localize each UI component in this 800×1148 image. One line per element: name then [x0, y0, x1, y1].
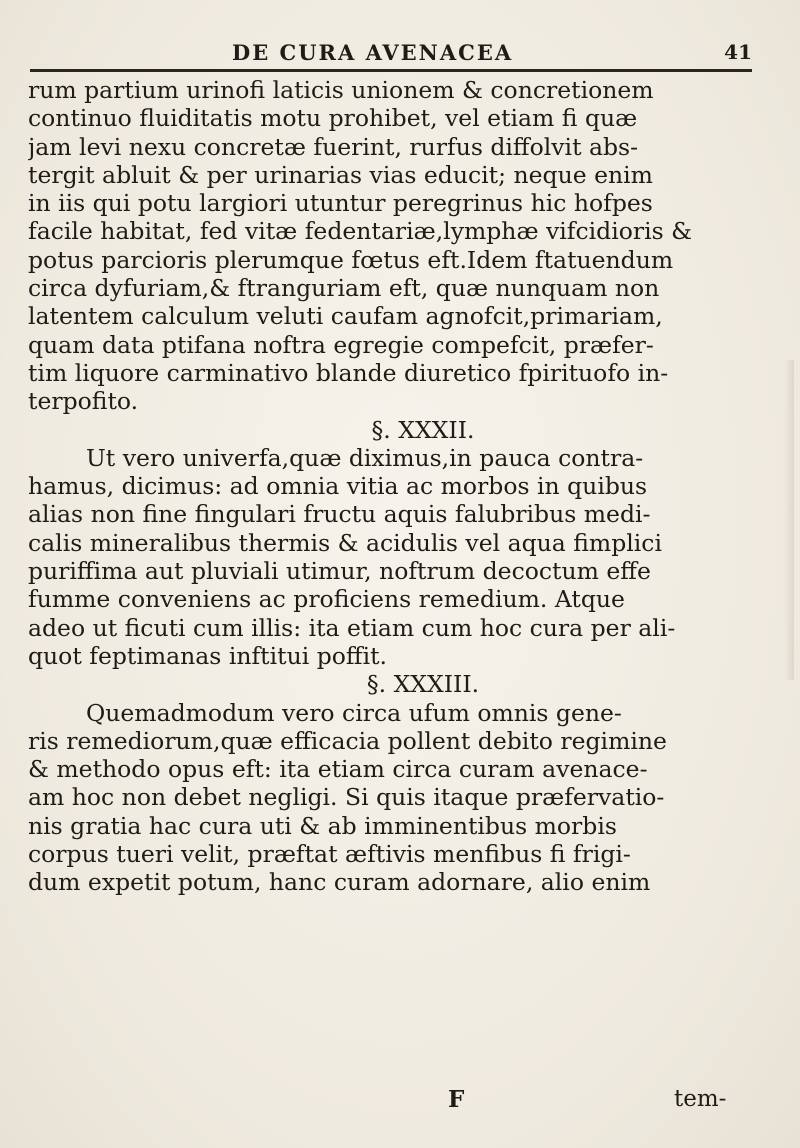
header-rule — [30, 69, 752, 72]
text-line: quot feptimanas inftitui poffit. — [28, 641, 388, 670]
page-edge-shadow — [784, 360, 794, 680]
text-line: potus parcioris plerumque fœtus eft.Idem ftatuendum — [28, 245, 674, 274]
text-line: jam levi nexu concretæ fuerint, rurfus diffolvit abs- — [28, 132, 639, 161]
running-title: DE CURA AVENACEA — [232, 40, 514, 65]
paragraph-1 — [28, 76, 778, 416]
body-text — [28, 76, 778, 897]
text-line: nis gratia hac cura uti & ab imminentibus morbis — [28, 811, 617, 840]
text-line: alias non fine fingulari fructu aquis falubribus medi- — [28, 500, 651, 529]
signature-mark: F — [448, 1086, 465, 1113]
running-head — [232, 40, 752, 68]
section-heading-32: §. XXXII. — [371, 415, 475, 444]
text-line: calis mineralibus thermis & acidulis vel aqua fimplici — [28, 528, 662, 557]
text-line: hamus, dicimus: ad omnia vitia ac morbos in quibus — [28, 472, 648, 501]
catchword: tem- — [674, 1086, 727, 1112]
text-line: adeo ut ficuti cum illis: ita etiam cum hoc cura per ali- — [28, 613, 676, 642]
text-line: dum expetit potum, hanc curam adornare, alio enim — [28, 868, 651, 897]
text-line: terpofito. — [28, 387, 139, 416]
text-line: fumme conveniens ac proficiens remedium. Atque — [28, 585, 625, 614]
section-heading-33: §. XXXIII. — [366, 670, 480, 699]
text-line: tergit abluit & per urinarias vias educit; neque enim — [28, 160, 653, 189]
text-line: circa dyfuriam,& ftranguriam eft, quæ nunquam non — [28, 274, 660, 303]
text-line: latentem calculum veluti caufam agnofcit,primariam, — [28, 302, 663, 331]
text-line: in iis qui potu largiori utuntur peregrinus hic hofpes — [28, 189, 653, 218]
section-32-text — [28, 444, 778, 670]
section-33-text — [28, 699, 778, 897]
text-line: am hoc non debet negligi. Si quis itaque præfervatio- — [28, 783, 665, 812]
text-line: facile habitat, fed vitæ fedentariæ,lymphæ vifcidioris & — [28, 217, 693, 246]
page-number: 41 — [724, 40, 752, 64]
text-line: & methodo opus eft: ita etiam circa curam avenace- — [28, 755, 648, 784]
text-line: quam data ptifana noftra egregie compefcit, præfer- — [28, 330, 654, 359]
text-line: tim liquore carminativo blande diuretico fpirituofo in- — [28, 358, 669, 387]
text-line: Ut vero univerfa,quæ diximus,in pauca contra- — [86, 443, 644, 472]
text-line: corpus tueri velit, præftat æftivis menfibus fi frigi- — [28, 840, 631, 869]
text-line: ris remediorum,quæ efficacia pollent debito regimine — [28, 726, 667, 755]
text-line: Quemadmodum vero circa ufum omnis gene- — [86, 698, 622, 727]
text-line: rum partium urinofi laticis unionem & concretionem — [28, 76, 654, 104]
text-line: puriffima aut pluviali utimur, noftrum decoctum effe — [28, 557, 651, 586]
text-line: continuo fluiditatis motu prohibet, vel etiam fi quæ — [28, 104, 638, 133]
